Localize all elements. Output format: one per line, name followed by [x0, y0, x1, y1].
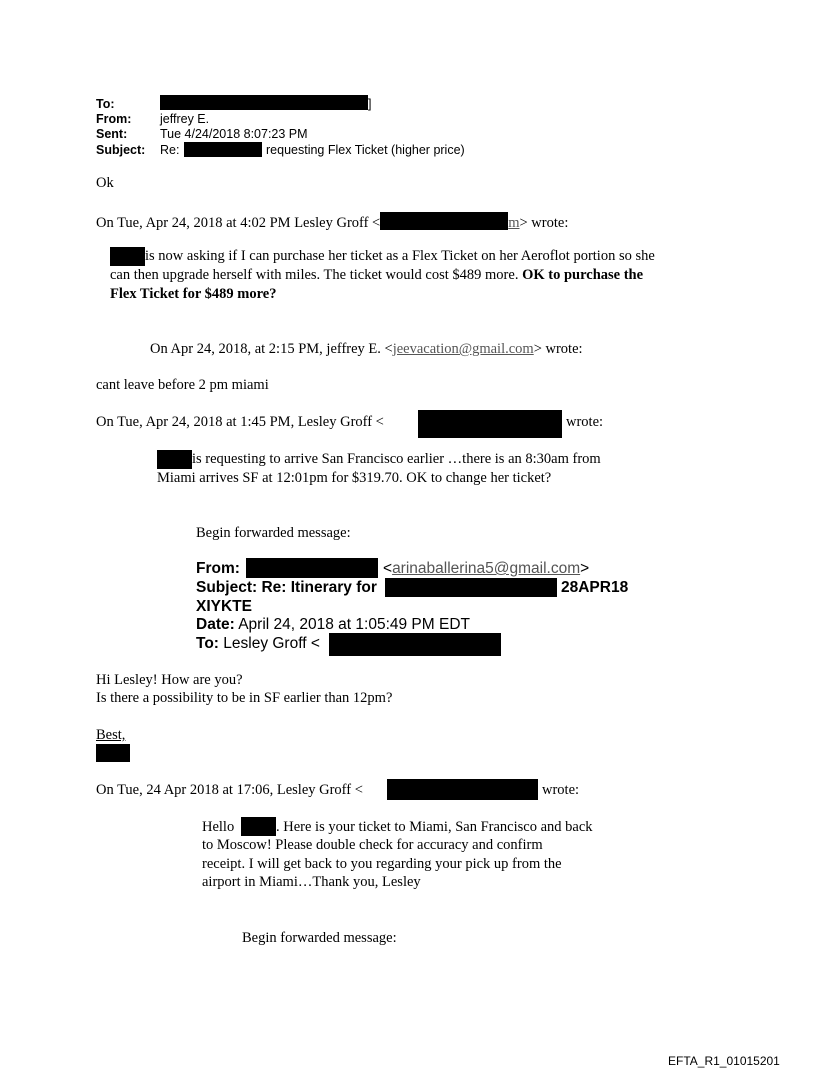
redaction-box	[418, 410, 562, 438]
quote1-line2: can then upgrade herself with miles. The ticket would cost $489 more. OK to purchase the	[110, 267, 644, 283]
quote2-intro: On Apr 24, 2018, at 2:15 PM, jeffrey E. <jeevacation@gmail.com> wrote:	[150, 341, 583, 357]
doc-id: EFTA_R1_01015201	[668, 1054, 780, 1068]
quote4-wrote: wrote:	[542, 782, 580, 798]
forward1-date: Date: April 24, 2018 at 1:05:49 PM EDT	[196, 616, 470, 633]
redaction-box	[160, 95, 368, 110]
quote4-line3: receipt. I will get back to you regarding your pick up from the	[202, 856, 562, 872]
quote4-line1: . Here is your ticket to Miami, San Francisco and back	[276, 819, 593, 835]
forward1-to: To: Lesley Groff <	[196, 635, 320, 652]
quote2-body: cant leave before 2 pm miami	[96, 377, 269, 393]
sent-value: Tue 4/24/2018 8:07:23 PM	[160, 127, 308, 141]
forward1-subject-suffix: 28APR18	[561, 579, 629, 596]
forward2-title: Begin forwarded message:	[242, 930, 397, 946]
quote3-wrote: wrote:	[566, 414, 604, 430]
quote3-intro: On Tue, Apr 24, 2018 at 1:45 PM, Lesley Groff <	[96, 414, 384, 430]
quote4-line2: to Moscow! Please double check for accuracy and confirm	[202, 837, 543, 853]
from-label: From:	[96, 112, 132, 126]
from-value: jeffrey E.	[160, 112, 210, 126]
forward1-subject-label: Subject: Re: Itinerary for	[196, 579, 377, 596]
redaction-box	[385, 578, 557, 597]
subject-suffix: requesting Flex Ticket (higher price)	[266, 143, 465, 157]
to-suffix: ]	[368, 97, 372, 111]
redaction-box	[157, 450, 192, 469]
reply-ok: Ok	[96, 175, 114, 191]
arina-line1: Hi Lesley! How are you?	[96, 672, 243, 688]
redaction-box	[380, 212, 508, 230]
quote4-intro: On Tue, 24 Apr 2018 at 17:06, Lesley Groff <	[96, 782, 363, 798]
forward1-from-label: From:	[196, 560, 240, 577]
forward1-title: Begin forwarded message:	[196, 525, 351, 541]
redaction-box	[246, 558, 378, 578]
sent-label: Sent:	[96, 127, 128, 141]
email-link[interactable]: jeevacation@gmail.com	[392, 341, 534, 357]
quote1-line1: is now asking if I can purchase her ticket as a Flex Ticket on her Aeroflot portion so she	[145, 248, 655, 264]
quote1-line3: Flex Ticket for $489 more?	[110, 286, 277, 302]
quote4-line4: airport in Miami…Thank you, Lesley	[202, 874, 421, 890]
redaction-box	[329, 633, 501, 656]
redaction-box	[110, 247, 145, 266]
redaction-box	[387, 779, 538, 800]
forward1-subject-line2: XIYKTE	[196, 598, 252, 615]
quote3-line2: Miami arrives SF at 12:01pm for $319.70. OK to change her ticket?	[157, 470, 552, 486]
forward1-from-email: <arinaballerina5@gmail.com>	[383, 560, 590, 577]
redaction-box	[184, 142, 262, 157]
redaction-box	[96, 744, 130, 762]
to-label: To:	[96, 97, 115, 111]
redaction-box	[241, 817, 276, 836]
subject-label: Subject:	[96, 143, 146, 157]
quote3-line1: is requesting to arrive San Francisco earlier …there is an 8:30am from	[192, 451, 601, 467]
email-link[interactable]: arinaballerina5@gmail.com	[392, 560, 581, 577]
arina-signoff: Best,	[96, 727, 126, 743]
quote4-hello: Hello	[202, 819, 235, 835]
subject-prefix: Re:	[160, 143, 180, 157]
quote1-intro: On Tue, Apr 24, 2018 at 4:02 PM Lesley Groff < m> wrote:	[96, 212, 568, 232]
arina-line2: Is there a possibility to be in SF earlier than 12pm?	[96, 690, 393, 706]
